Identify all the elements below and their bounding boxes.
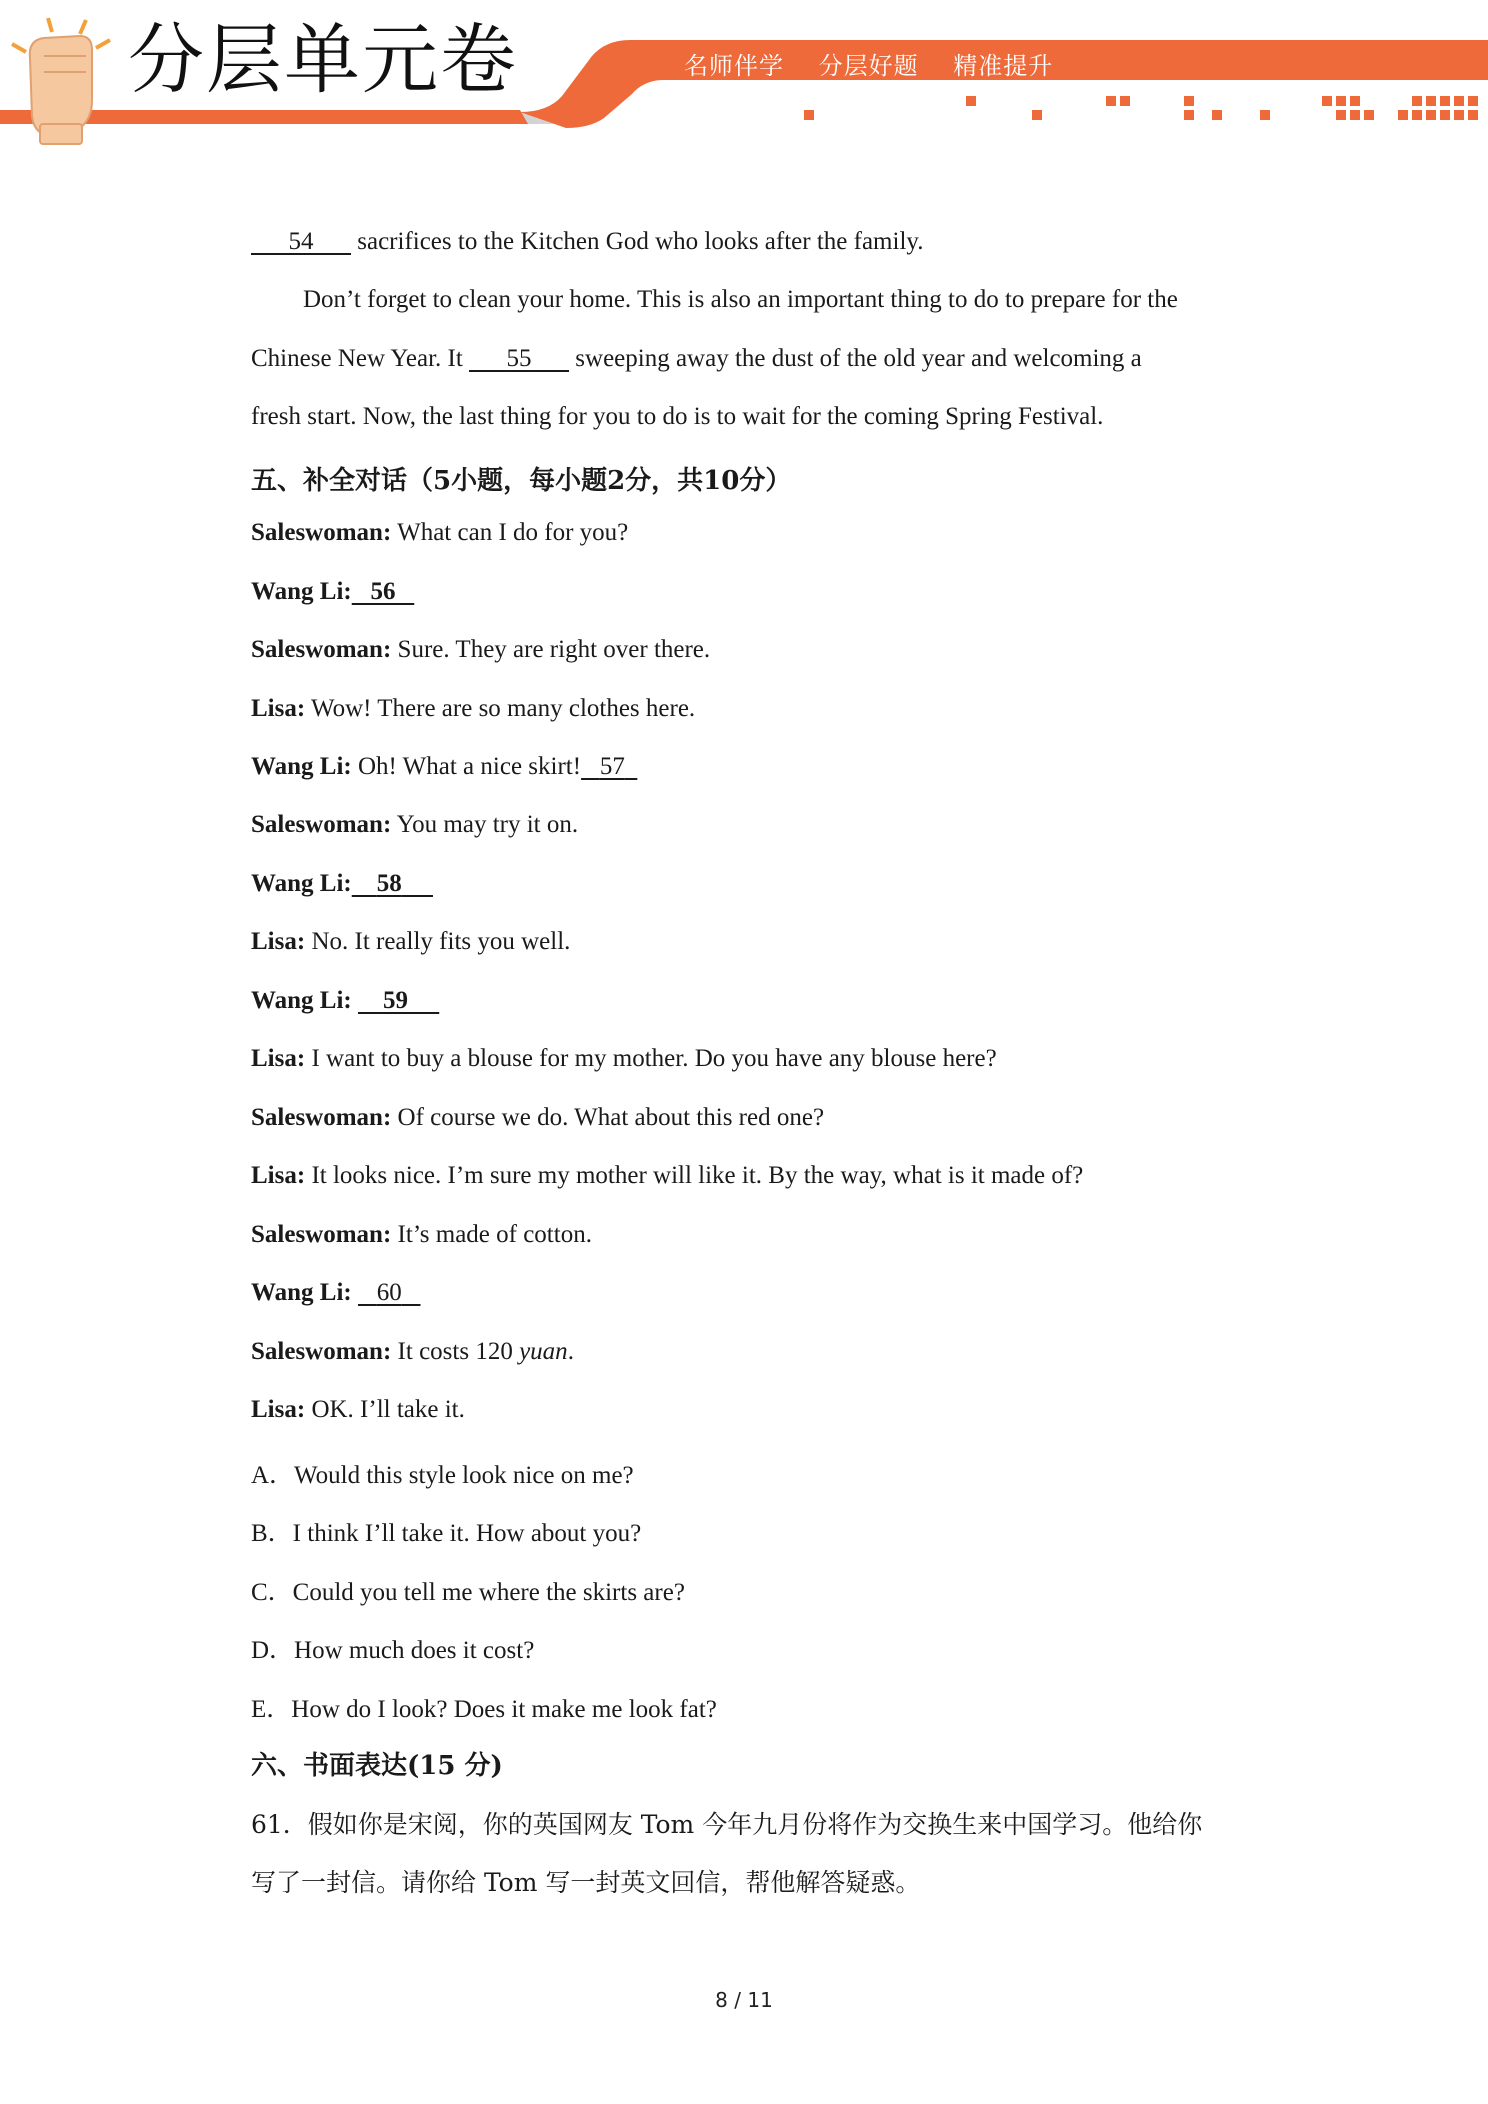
dialogue-line: Saleswoman: It costs 120 yuan.: [251, 1338, 574, 1365]
dialogue-line: Saleswoman: What can I do for you?: [251, 519, 629, 546]
dialogue-line: Lisa: It looks nice. I’m sure my mother will like it. By the way, what is it made of?: [251, 1162, 1084, 1189]
blank-60: 60: [376, 1279, 402, 1306]
dialogue-line: Wang Li: 56: [251, 578, 414, 606]
passage-line: 54 sacrifices to the Kitchen God who looks after the family.: [251, 228, 924, 256]
slogan-item: 名师伴学: [684, 52, 784, 80]
slogan-item: 精准提升: [953, 52, 1054, 80]
dialogue-line: Wang Li: Oh! What a nice skirt! 57: [251, 753, 637, 781]
brand-title: 分层单元卷: [128, 15, 518, 104]
option-b: B．I think I’ll take it. How about you?: [251, 1520, 642, 1547]
dialogue-line: Lisa: OK. I’ll take it.: [251, 1396, 465, 1423]
dialogue-line: Saleswoman: It’s made of cotton.: [251, 1221, 592, 1248]
dialogue-line: Saleswoman: Of course we do. What about this red one?: [251, 1104, 825, 1131]
dialogue-line: Lisa: Wow! There are so many clothes here.: [251, 695, 696, 722]
dialogue-line: Lisa: I want to buy a blouse for my mother. Do you have any blouse here?: [251, 1045, 997, 1072]
blank-59: 59: [382, 987, 408, 1014]
option-d: D．How much does it cost?: [251, 1637, 535, 1664]
dialogue-line: Wang Li: 59: [251, 987, 439, 1015]
question-61-line: 写了一封信。请你给 Tom 写一封英文回信，帮他解答疑惑。: [251, 1868, 921, 1897]
question-61-line: 61．假如你是宋阅，你的英国网友 Tom 今年九月份将作为交换生来中国学习。他给你: [251, 1810, 1203, 1839]
dialogue-line: Wang Li: 58: [251, 870, 433, 898]
passage-line: Chinese New Year. It 55 sweeping away the dust of the old year and welcoming a: [251, 345, 1142, 372]
slogan-item: 分层好题: [818, 52, 919, 80]
section5-heading: 五、补全对话（5小题，每小题2分，共10分）: [251, 466, 792, 496]
blank-54: 54: [288, 228, 314, 255]
blank-56: 56: [370, 578, 396, 605]
dialogue-line: Saleswoman: You may try it on.: [251, 811, 579, 838]
dialogue-line: Wang Li: 60: [251, 1279, 420, 1307]
header-slogan: [684, 46, 1079, 81]
blank-57: 57: [599, 753, 625, 780]
option-a: A．Would this style look nice on me?: [251, 1462, 634, 1489]
option-e: E．How do I look? Does it make me look fat?: [251, 1696, 717, 1723]
blank-55: 55: [506, 345, 532, 372]
passage-line: fresh start. Now, the last thing for you to do is to wait for the coming Spring Festival.: [251, 403, 1104, 430]
section6-heading: 六、书面表达(15 分): [251, 1751, 503, 1781]
passage-line: Don’t forget to clean your home. This is also an important thing to do to prepare for the: [303, 286, 1178, 313]
page-number: 8 / 11: [715, 1988, 773, 2012]
dialogue-line: Saleswoman: Sure. They are right over there.: [251, 636, 711, 663]
dialogue-line: Lisa: No. It really fits you well.: [251, 928, 571, 955]
page-header: [0, 0, 1488, 150]
option-c: C．Could you tell me where the skirts are?: [251, 1579, 685, 1606]
blank-58: 58: [376, 870, 402, 897]
